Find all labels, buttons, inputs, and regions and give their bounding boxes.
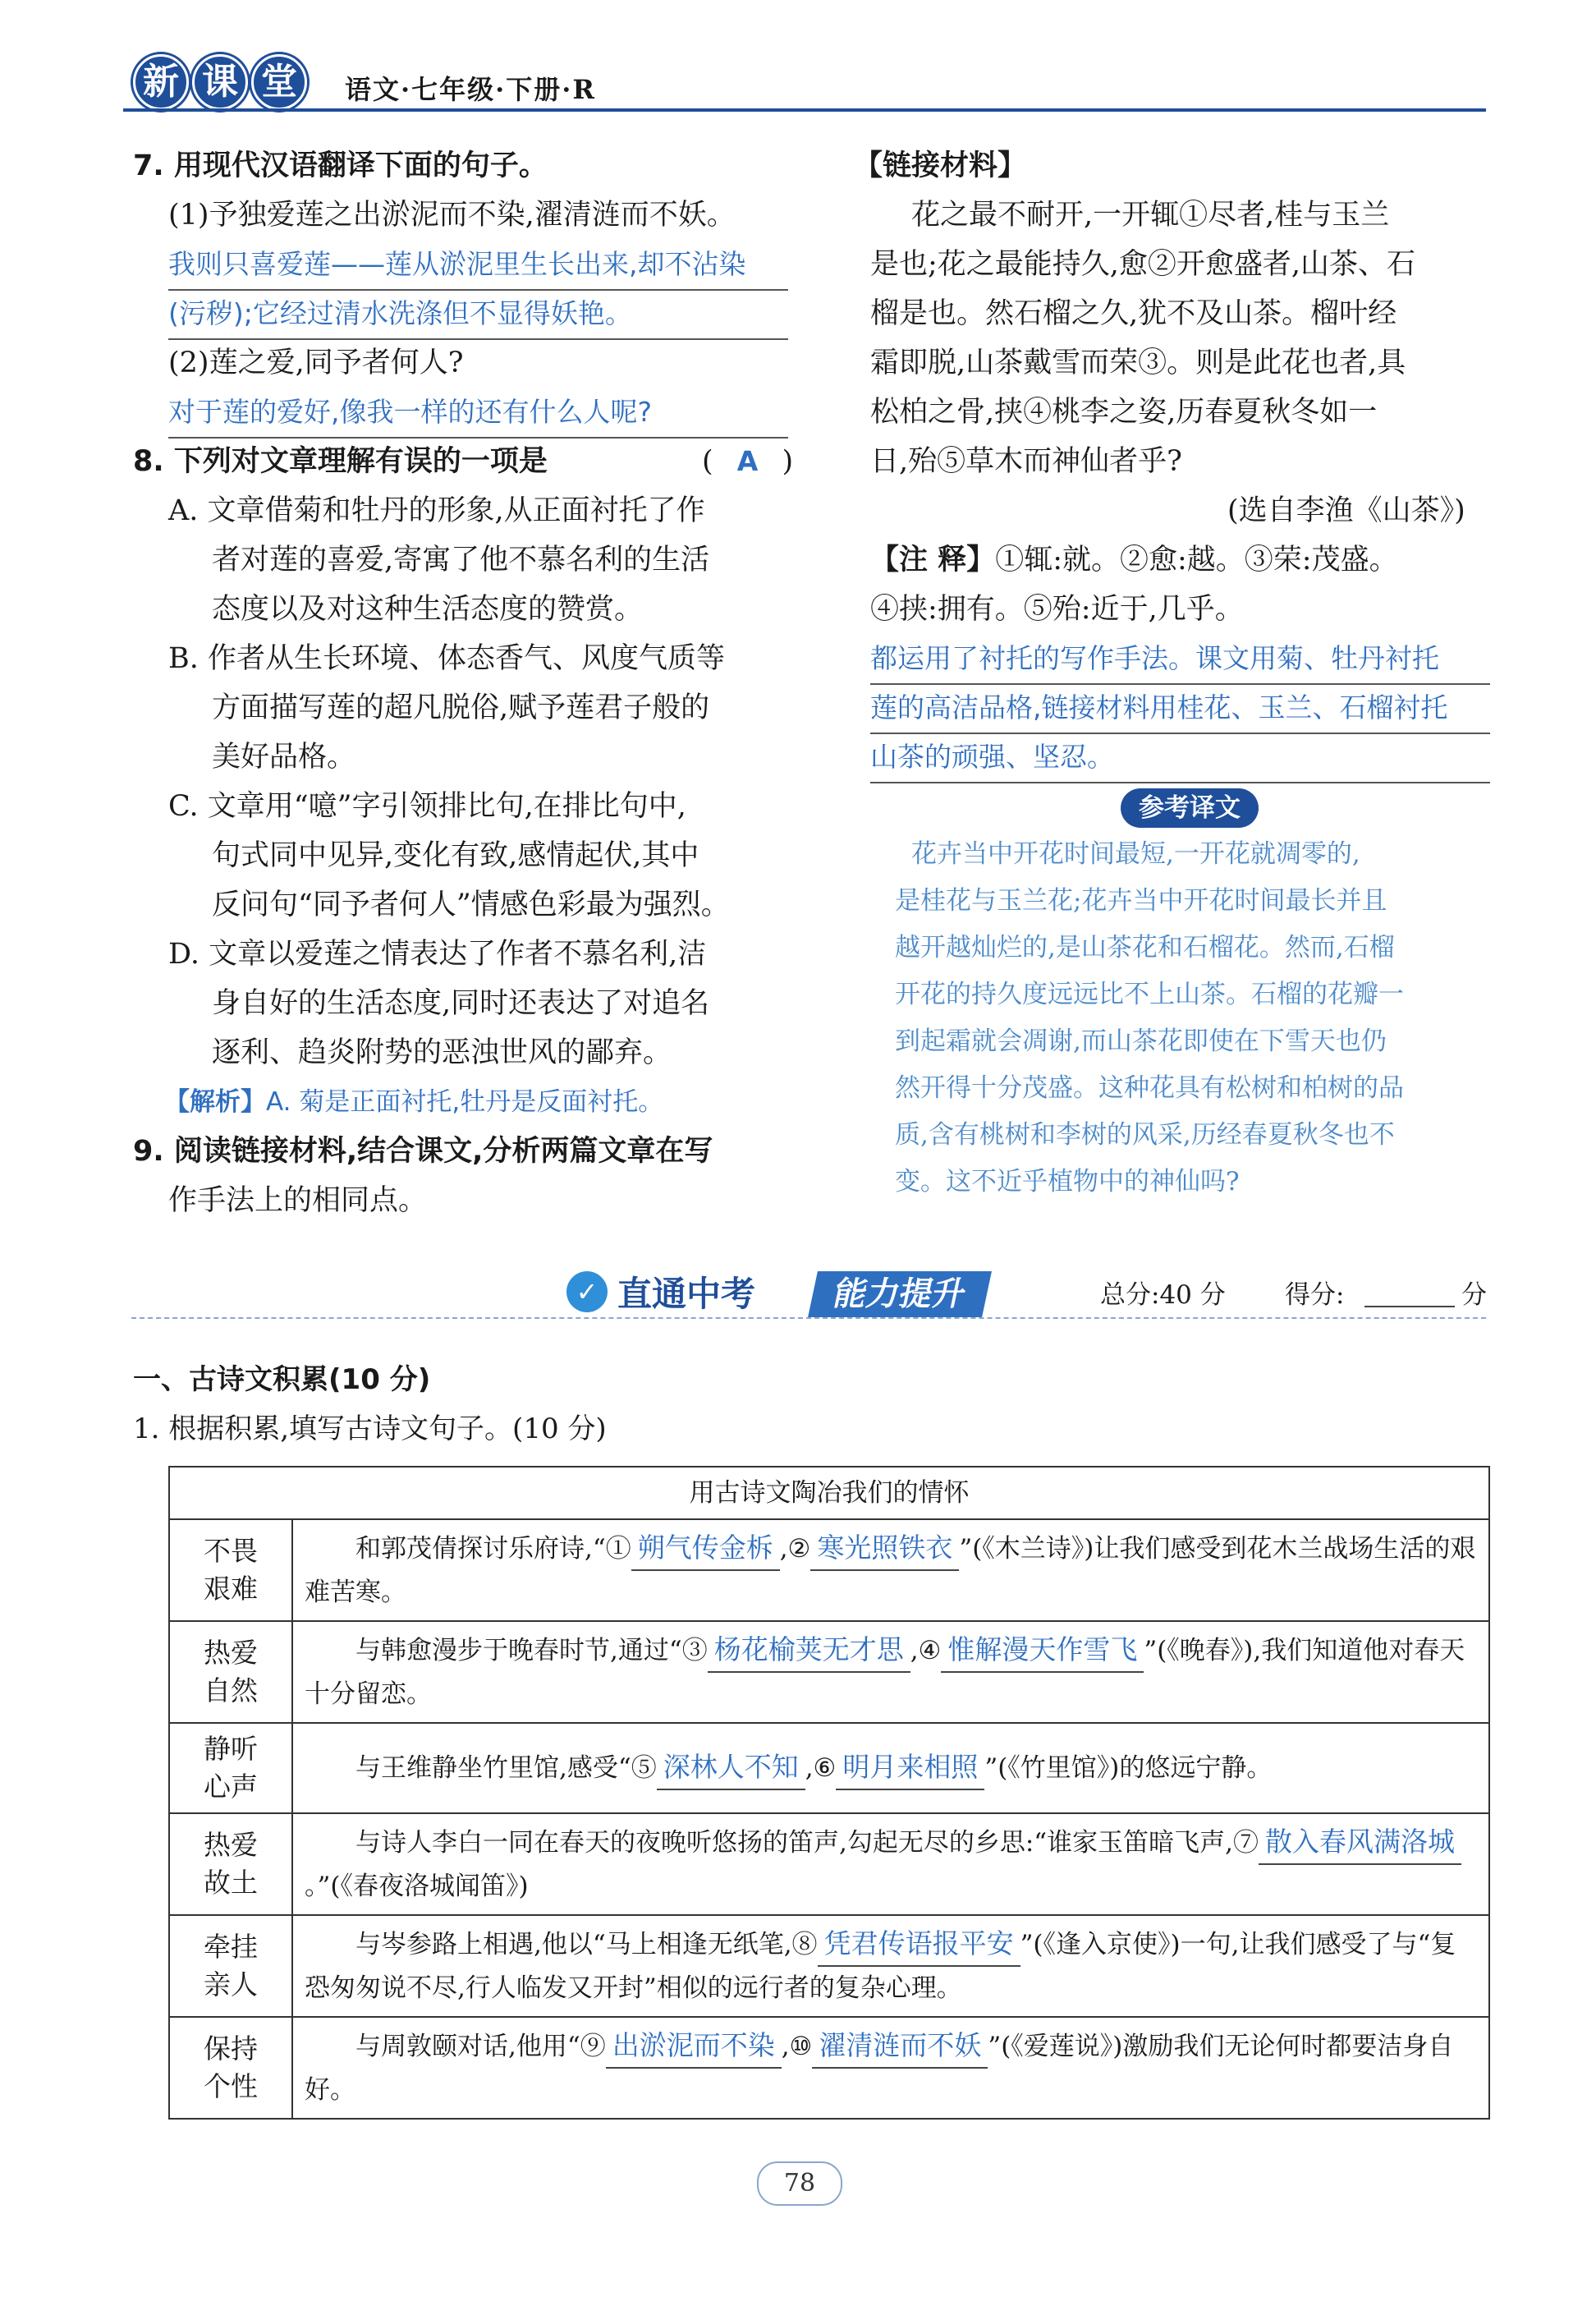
cat-line: 艰难 — [204, 1573, 258, 1605]
q8-option-d: 身自好的生活态度,同时还表达了对追名 — [212, 987, 710, 1020]
q7-part2: (2)莲之爱,同予者何人? — [168, 347, 464, 379]
q8-option-b: 美好品格。 — [212, 741, 356, 774]
cat-line: 心声 — [204, 1771, 258, 1803]
row-text: ”(《竹里馆》)的悠远宁静。 — [984, 1753, 1273, 1783]
row-text: 和郭茂倩探讨乐府诗,“① — [355, 1534, 631, 1564]
q8-option-b: 方面描写莲的超凡脱俗,赋予莲君子般的 — [212, 691, 710, 724]
translation-line: 花卉当中开花时间最短,一开花就凋零的, — [911, 839, 1360, 869]
q7-stem: 7. 用现代汉语翻译下面的句子。 — [133, 149, 548, 182]
q8-option-a: 者对莲的喜爱,寄寓了他不慕名利的生活 — [212, 544, 710, 576]
link-material-title: 【链接材料】 — [854, 149, 1027, 182]
translation-line: 是桂花与玉兰花;花卉当中开花时间最长并且 — [895, 886, 1387, 916]
passage-line: 榴是也。然石榴之久,犹不及山茶。榴叶经 — [870, 297, 1397, 330]
row-text: ”(《晚春》),我们知道他对春天十分留恋。 — [305, 1636, 1465, 1709]
row-content — [292, 2017, 1489, 2119]
check-icon: ✓ — [566, 1271, 608, 1312]
q8-option-d: D. 文章以爱莲之情表达了作者不慕名利,洁 — [168, 938, 707, 971]
answer-blank[interactable]: 凭君传语报平安 — [818, 1922, 1020, 1967]
q9-stem-cont: 作手法上的相同点。 — [168, 1184, 428, 1217]
row-text: ,④ — [910, 1636, 942, 1665]
row-category — [169, 1519, 292, 1621]
book-subtitle: 语文·七年级·下册·R — [345, 74, 597, 105]
answer-blank[interactable]: 散入春风满洛城 — [1259, 1821, 1461, 1865]
answer-blank[interactable]: 深林人不知 — [657, 1746, 805, 1790]
q9-answer-line: 都运用了衬托的写作手法。课文用菊、牡丹衬托 — [870, 634, 1490, 685]
answer-blank[interactable]: 出淤泥而不染 — [606, 2024, 782, 2069]
row-text: 与诗人李白一同在春天的夜晚听悠扬的笛声,勾起无尽的乡思:“谁家玉笛暗飞声,⑦ — [355, 1828, 1259, 1858]
row-text: 与韩愈漫步于晚春时节,通过“③ — [355, 1636, 708, 1665]
row-category — [169, 1621, 292, 1723]
row-category — [169, 1915, 292, 2017]
q8-option-c: C. 文章用“噫”字引领排比句,在排比句中, — [168, 790, 686, 823]
translation-line: 质,含有桃树和李树的风采,历经春夏秋冬也不 — [895, 1120, 1395, 1150]
answer-blank[interactable]: 杨花榆荚无才思 — [708, 1628, 910, 1673]
q1-stem: 1. 根据积累,填写古诗文句子。(10 分) — [133, 1412, 607, 1445]
table-row — [169, 2017, 1489, 2119]
q8-option-c: 反问句“同予者何人”情感色彩最为强烈。 — [212, 889, 730, 921]
translation-line: 越开越灿烂的,是山茶花和石榴花。然而,石榴 — [895, 933, 1395, 962]
section-title: 一、古诗文积累(10 分) — [133, 1363, 431, 1396]
q8-option-d: 逐利、趋炎附势的恶浊世风的鄙弃。 — [212, 1036, 672, 1069]
cat-line: 不畏 — [204, 1535, 258, 1567]
row-text: ,⑩ — [781, 2032, 813, 2061]
page-number: 78 — [757, 2161, 842, 2206]
table-row — [169, 1915, 1489, 2017]
reference-translation-title: 参考译文 — [1121, 788, 1259, 828]
translation-line: 然开得十分茂盛。这种花具有松树和柏树的品 — [895, 1073, 1404, 1103]
translation-line: 开花的持久度远远比不上山茶。石榴的花瓣一 — [895, 980, 1404, 1009]
banner-divider — [131, 1317, 1486, 1319]
row-content — [292, 1621, 1489, 1723]
notes-text: ①辄:就。②愈:越。③荣:茂盛。 — [995, 544, 1398, 576]
q7-answer2: 对于莲的爱好,像我一样的还有什么人呢? — [168, 388, 788, 439]
poem-fill-table — [168, 1466, 1490, 2120]
q8-answer-bracket — [702, 437, 793, 486]
cat-line: 保持 — [204, 2033, 258, 2065]
passage-line: 是也;花之最能持久,愈②开愈盛者,山茶、石 — [870, 248, 1416, 281]
row-text: ”(《逢入京使》)一句,让我们感受了与“复恐匆匆说不尽,行人临发又开封”相似的远行者的复杂心理。 — [305, 1930, 1456, 2003]
cat-line: 热爱 — [204, 1637, 258, 1669]
q8-option-a: 态度以及对这种生活态度的赞赏。 — [212, 593, 644, 626]
table-row — [169, 1519, 1489, 1621]
row-content — [292, 1915, 1489, 2017]
row-text: 与王维静坐竹里馆,感受“⑤ — [355, 1753, 657, 1783]
cat-line: 个性 — [204, 2070, 258, 2102]
banner-left-title: 直通中考 — [617, 1274, 756, 1314]
cat-line: 故土 — [204, 1867, 258, 1899]
score-label: 得分: — [1285, 1280, 1345, 1310]
table-heading: 用古诗文陶冶我们的情怀 — [169, 1467, 1489, 1519]
notes-line: ④挟:拥有。⑤殆:近于,几乎。 — [870, 593, 1244, 626]
publisher-logo — [133, 51, 322, 110]
row-content — [292, 1519, 1489, 1621]
q8-stem: 8. 下列对文章理解有误的一项是 — [133, 445, 548, 478]
bracket-close: ) — [782, 445, 794, 478]
q7-part1: (1)予独爱莲之出淤泥而不染,濯清涟而不妖。 — [168, 199, 736, 232]
row-content — [292, 1813, 1489, 1915]
q9-stem: 9. 阅读链接材料,结合课文,分析两篇文章在写 — [133, 1135, 713, 1168]
banner-right-title: 能力提升 — [808, 1271, 992, 1317]
logo-char: 课 — [192, 54, 248, 110]
row-text: 。”(《春夜洛城闻笛》) — [305, 1872, 529, 1901]
row-category — [169, 1723, 292, 1813]
q7-answer1-line1: 我则只喜爱莲——莲从淤泥里生长出来,却不沾染 — [168, 240, 788, 291]
analysis-label: 【解析】 — [164, 1087, 266, 1117]
passage-line: 霜即脱,山茶戴雪而荣③。则是此花也者,具 — [870, 347, 1406, 379]
table-row — [169, 1621, 1489, 1723]
q8-option-c: 句式同中见异,变化有致,感情起伏,其中 — [212, 839, 699, 872]
passage-line: 日,殆⑤草木而神仙者乎? — [870, 445, 1182, 478]
answer-blank[interactable]: 惟解漫天作雪飞 — [941, 1628, 1144, 1673]
row-category — [169, 2017, 292, 2119]
table-heading-row — [169, 1467, 1489, 1519]
score-blank[interactable] — [1364, 1306, 1455, 1307]
cat-line: 牵挂 — [204, 1931, 258, 1963]
cat-line: 热爱 — [204, 1829, 258, 1861]
answer-blank[interactable]: 寒光照铁衣 — [810, 1527, 959, 1571]
passage-line: 松柏之骨,挟④桃李之姿,历春夏秋冬如一 — [870, 396, 1378, 429]
answer-blank[interactable]: 朔气传金柝 — [631, 1527, 780, 1571]
passage-source: (选自李渔《山茶》) — [1227, 494, 1465, 527]
q8-option-a: A. 文章借菊和牡丹的形象,从正面衬托了作 — [168, 494, 705, 527]
q8-option-b: B. 作者从生长环境、体态香气、风度气质等 — [168, 642, 725, 675]
header-rule — [123, 108, 1486, 112]
bracket-open: ( — [702, 445, 713, 478]
q8-answer: A — [736, 445, 759, 477]
row-text: ,⑥ — [805, 1753, 837, 1783]
notes-label: 【注 释】 — [870, 544, 996, 576]
row-text: 与周敦颐对话,他用“⑨ — [355, 2032, 606, 2061]
translation-line: 到起霜就会凋谢,而山茶花即使在下雪天也仍 — [895, 1027, 1387, 1056]
cat-line: 亲人 — [204, 1968, 258, 2000]
cat-line: 静听 — [204, 1733, 258, 1765]
analysis-text: A. 菊是正面衬托,牡丹是反面衬托。 — [266, 1087, 664, 1117]
row-text: 与岑参路上相遇,他以“马上相逢无纸笔,⑧ — [355, 1930, 818, 1959]
table-row — [169, 1813, 1489, 1915]
score-unit: 分 — [1461, 1280, 1487, 1310]
table-row — [169, 1723, 1489, 1813]
logo-char: 新 — [133, 54, 189, 110]
row-category — [169, 1813, 292, 1915]
answer-blank[interactable]: 明月来相照 — [836, 1746, 984, 1790]
row-text: ”(《木兰诗》)让我们感受到花木兰战场生活的艰难苦寒。 — [305, 1534, 1476, 1607]
q7-answer1-line2: (污秽);它经过清水洗涤但不显得妖艳。 — [168, 289, 788, 340]
cat-line: 自然 — [204, 1674, 258, 1706]
row-content — [292, 1723, 1489, 1813]
total-score: 总分:40 分 — [1100, 1280, 1226, 1310]
translation-line: 变。这不近乎植物中的神仙吗? — [895, 1167, 1240, 1197]
passage-line: 花之最不耐开,一开辄①尽者,桂与玉兰 — [911, 199, 1390, 232]
row-text: ”(《爱莲说》)激励我们无论何时都要洁身自好。 — [305, 2032, 1454, 2105]
notes-line — [870, 535, 1398, 585]
answer-blank[interactable]: 濯清涟而不妖 — [812, 2024, 988, 2069]
logo-char: 堂 — [251, 54, 307, 110]
q8-analysis — [164, 1077, 663, 1127]
q9-answer-line: 莲的高洁品格,链接材料用桂花、玉兰、石榴衬托 — [870, 683, 1490, 734]
q9-answer-line: 山茶的顽强、坚忍。 — [870, 733, 1490, 783]
row-text: ,② — [779, 1534, 811, 1564]
